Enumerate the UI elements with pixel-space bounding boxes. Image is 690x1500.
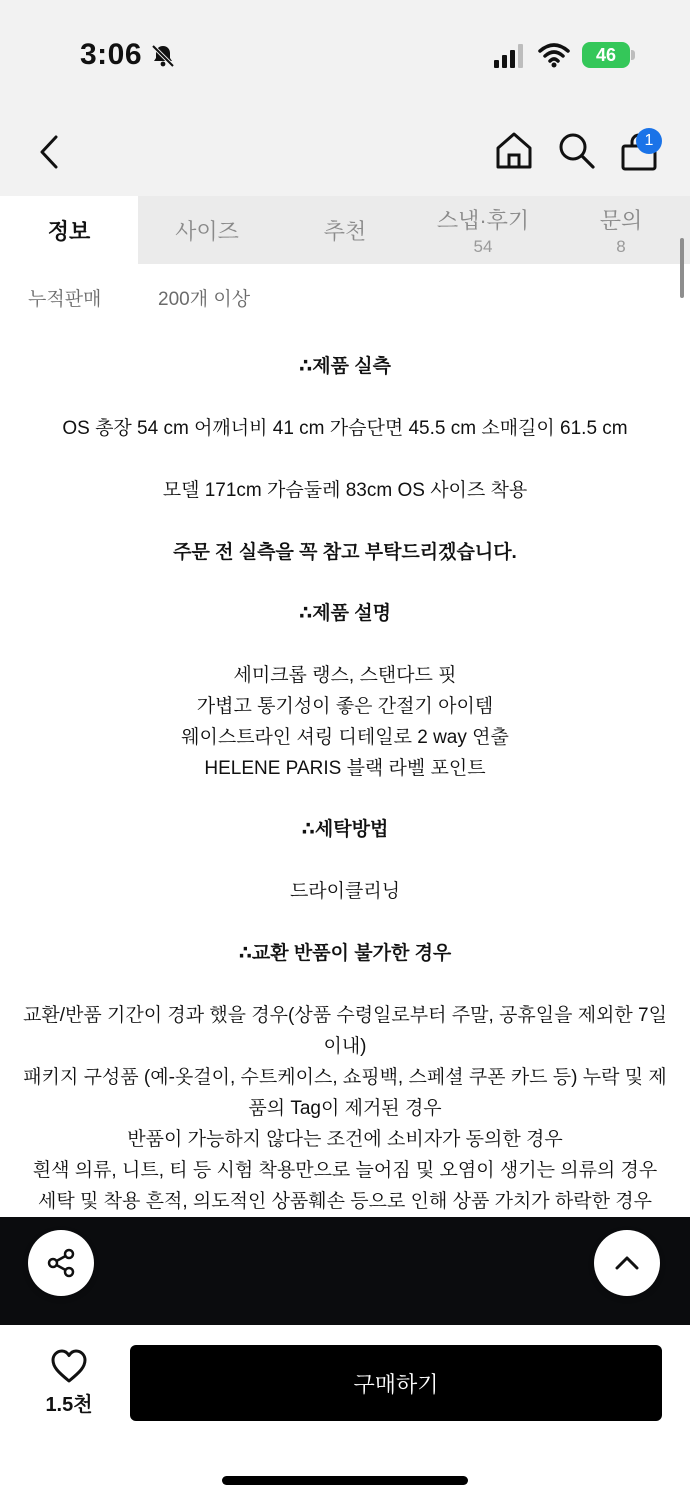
scroll-top-button[interactable] <box>594 1230 660 1296</box>
buy-button[interactable]: 구매하기 <box>130 1345 662 1421</box>
section-heading-wash: ∴세탁방법 <box>301 819 389 840</box>
tab-label: 문의 <box>599 207 643 233</box>
wash-text: 드라이클리닝 <box>289 881 401 902</box>
tab-count: 54 <box>473 236 493 256</box>
noreturn-line: 품의 Tag이 제거된 경우 <box>248 1098 442 1119</box>
tab-label: 추천 <box>323 218 367 244</box>
share-icon <box>45 1247 77 1279</box>
tab-snap-review[interactable] <box>414 196 552 264</box>
sales-label: 누적판매 <box>28 289 102 310</box>
tab-label: 정보 <box>47 218 91 244</box>
desc-line: 가볍고 통기성이 좋은 간절기 아이템 <box>196 696 494 717</box>
battery-indicator: 46 <box>582 42 630 68</box>
tab-label: 스냅·후기 <box>436 207 530 233</box>
bell-slash-icon <box>150 43 176 69</box>
home-icon[interactable] <box>494 130 534 170</box>
scrollbar[interactable] <box>680 238 684 298</box>
sales-value: 200개 이상 <box>158 289 251 310</box>
noreturn-line: 흰색 의류, 니트, 티 등 시험 착용만으로 늘어짐 및 오염이 생기는 의류의 경우 <box>32 1160 658 1181</box>
tab-label: 사이즈 <box>175 218 239 244</box>
section-heading-desc: ∴제품 설명 <box>299 603 391 624</box>
desc-line: 웨이스트라인 셔링 디테일로 2 way 연출 <box>181 727 509 748</box>
share-button[interactable] <box>28 1230 94 1296</box>
noreturn-line: 세탁 및 착용 흔적, 의도적인 상품훼손 등으로 인해 상품 가치가 하락한 경우 <box>38 1191 652 1212</box>
model-text: 모델 171cm 가슴둘레 83cm OS 사이즈 착용 <box>162 480 528 501</box>
desc-line: 세미크롭 랭스, 스탠다드 핏 <box>233 665 457 686</box>
chevron-up-icon <box>613 1253 641 1273</box>
cart-badge: 1 <box>636 128 662 154</box>
section-heading-noreturn: ∴교환 반품이 불가한 경우 <box>238 943 452 964</box>
tab-info[interactable] <box>0 196 138 264</box>
heart-icon[interactable] <box>50 1348 88 1384</box>
measure-text: OS 총장 54 cm 어깨너비 41 cm 가슴단면 45.5 cm 소매길이 61.5 cm <box>62 418 628 439</box>
noreturn-line: 이내) <box>323 1036 367 1057</box>
wifi-icon <box>538 42 570 68</box>
desc-line: HELENE PARIS 블랙 라벨 포인트 <box>204 758 486 779</box>
like-count: 1.5천 <box>45 1394 93 1416</box>
signal-icon <box>494 44 526 68</box>
section-heading-measure: ∴제품 실측 <box>299 356 391 377</box>
tab-size[interactable] <box>138 196 276 264</box>
search-icon[interactable] <box>556 130 596 170</box>
noreturn-line: 교환/반품 기간이 경과 했을 경우(상품 수령일로부터 주말, 공휴일을 제외한 7일 <box>23 1005 667 1026</box>
tab-bar <box>0 196 690 264</box>
bottom-overlay <box>0 1217 690 1325</box>
battery-cap <box>631 50 635 60</box>
home-indicator <box>222 1476 468 1485</box>
notice-text: 주문 전 실측을 꼭 참고 부탁드리겠습니다. <box>173 542 517 563</box>
noreturn-line: 패키지 구성품 (예-옷걸이, 수트케이스, 쇼핑백, 스페셜 쿠폰 카드 등) 누락 및 제 <box>23 1067 667 1088</box>
tab-inquiry[interactable] <box>552 196 690 264</box>
back-icon[interactable] <box>32 133 66 171</box>
status-time: 3:06 <box>80 38 143 71</box>
noreturn-line: 반품이 가능하지 않다는 조건에 소비자가 동의한 경우 <box>127 1129 563 1150</box>
tab-recommend[interactable] <box>276 196 414 264</box>
tab-count: 8 <box>616 236 626 256</box>
